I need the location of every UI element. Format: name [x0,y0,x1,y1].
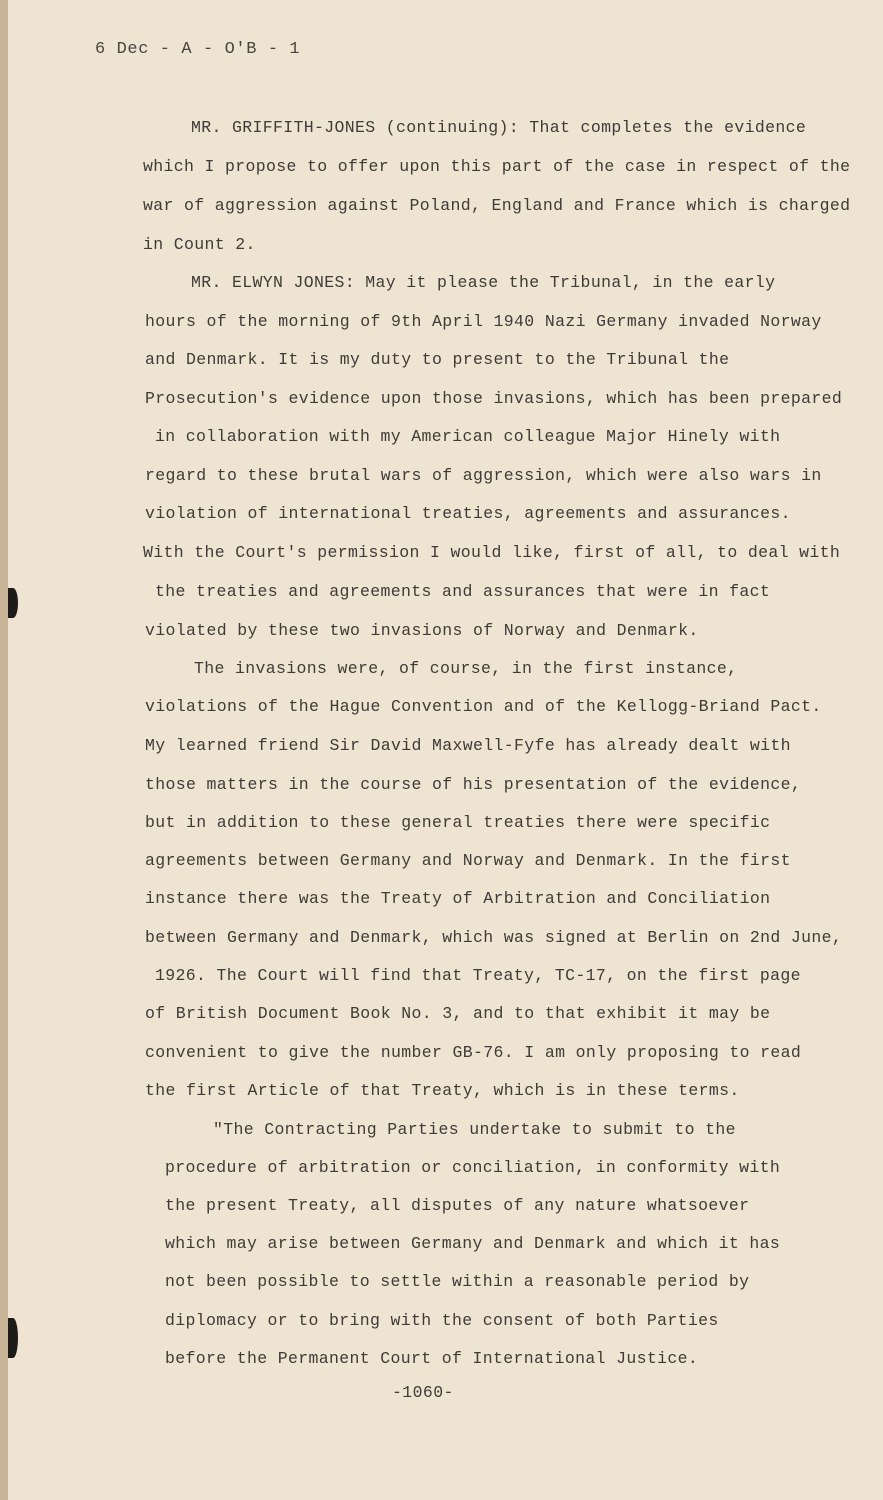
text-line: in Count 2. [143,235,256,254]
text-line: those matters in the course of his presentation of the evidence, [145,775,802,794]
text-line: regard to these brutal wars of aggression, which were also wars in [145,466,822,485]
text-line: agreements between Germany and Norway and Denmark. In the first [145,851,791,870]
text-line: violation of international treaties, agreements and assurances. [145,504,791,523]
text-line: instance there was the Treaty of Arbitration and Conciliation [145,889,771,908]
text-line: MR. GRIFFITH-JONES (continuing): That completes the evidence [191,118,807,137]
text-line: the first Article of that Treaty, which is in these terms. [145,1081,740,1100]
binder-hole-mark [8,1318,18,1358]
text-line: With the Court's permission I would like, first of all, to deal with [143,543,841,562]
text-line: hours of the morning of 9th April 1940 Nazi Germany invaded Norway [145,312,822,331]
page-number: -1060- [392,1383,454,1402]
text-line: between Germany and Denmark, which was signed at Berlin on 2nd June, [145,928,843,947]
binder-hole-mark [8,588,18,618]
text-line: the present Treaty, all disputes of any nature whatsoever [165,1196,750,1215]
text-line: diplomacy or to bring with the consent of both Parties [165,1311,719,1330]
text-line: before the Permanent Court of International Justice. [165,1349,699,1368]
text-line: violated by these two invasions of Norway and Denmark. [145,621,699,640]
text-line: not been possible to settle within a reasonable period by [165,1272,750,1291]
text-line: in collaboration with my American colleague Major Hinely with [155,427,781,446]
text-line: MR. ELWYN JONES: May it please the Tribunal, in the early [191,273,776,292]
text-line: of British Document Book No. 3, and to that exhibit it may be [145,1004,771,1023]
text-line: procedure of arbitration or conciliation, in conformity with [165,1158,781,1177]
text-line: which may arise between Germany and Denmark and which it has [165,1234,781,1253]
text-line: The invasions were, of course, in the first instance, [194,659,738,678]
text-line: but in addition to these general treaties there were specific [145,813,771,832]
text-line: convenient to give the number GB-76. I am only proposing to read [145,1043,802,1062]
text-line: "The Contracting Parties undertake to submit to the [213,1120,736,1139]
text-line: war of aggression against Poland, England and France which is charged [143,196,851,215]
text-line: My learned friend Sir David Maxwell-Fyfe has already dealt with [145,736,791,755]
text-line: Prosecution's evidence upon those invasions, which has been prepared [145,389,843,408]
text-line: which I propose to offer upon this part of the case in respect of the [143,157,851,176]
text-line: and Denmark. It is my duty to present to the Tribunal the [145,350,730,369]
text-line: 1926. The Court will find that Treaty, TC-17, on the first page [155,966,801,985]
text-line: the treaties and agreements and assurances that were in fact [155,582,771,601]
page-reference-header: 6 Dec - A - O'B - 1 [95,40,301,59]
text-line: violations of the Hague Convention and of the Kellogg-Briand Pact. [145,697,822,716]
